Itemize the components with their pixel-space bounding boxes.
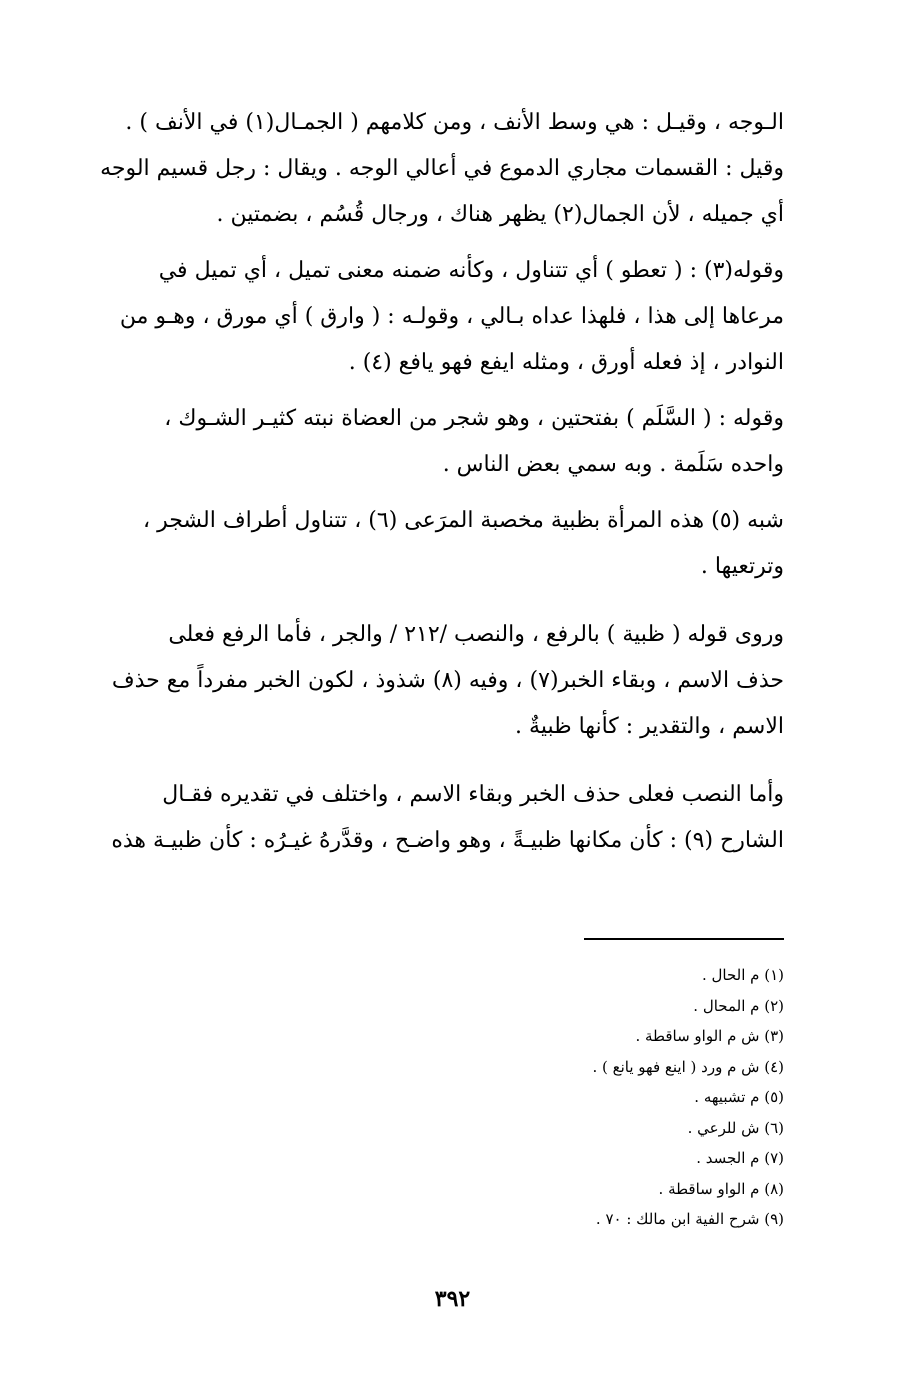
footnote-item: (١) م الحال . [701,966,784,984]
text-line: وقوله(٣) : ( تعطو ) أي تتناول ، وكأنه ضمنه معنى تميل ، أي تميل في [158,258,784,283]
paragraph-2 [80,248,784,386]
paragraph-1 [80,100,784,238]
footnote-item: (٨) م الواو ساقطة . [658,1179,784,1198]
text-line: وقيل : القسمات مجاري الدموع في أعالي الوجه . ويقال : رجل قسيم الوجه [100,156,784,181]
paragraph-3 [80,396,784,488]
text-line: الـوجه ، وقيـل : هي وسط الأنف ، ومن كلامهم ( الجمـال(١) في الأنف ) . [125,110,784,135]
page-number: ٣٩٢ [434,1286,471,1312]
footnote-item: (٣) ش م الواو ساقطة . [635,1027,784,1045]
footnote-item: (٧) م الجسد . [696,1149,784,1167]
footnote-item: (٩) شرح الفية ابن مالك : ٧٠ . [595,1210,784,1228]
paragraph-5 [80,612,784,750]
text-line: وروى قوله ( ظبية ) بالرفع ، والنصب /٢١٢ / والجر ، فأما الرفع فعلى [168,622,784,647]
main-text [80,100,784,874]
text-line: وقوله : ( السَّلَم ) بفتحتين ، وهو شجر من العضاة نبته كثيـر الشـوك ، [164,406,784,431]
text-line: أي جميله ، لأن الجمال(٢) يظهر هناك ، ورجال قُسُم ، بضمتين . [216,202,784,227]
footnotes [384,960,784,1235]
footnote-item: (٤) ش م ورد ( اينع فهو يانع ) . [592,1057,784,1076]
text-line: شبه (٥) هذه المرأة بظبية مخصبة المرَعى (٦) ، تتناول أطراف الشجر ، [142,508,784,533]
footnote-divider [584,938,784,940]
paragraph-4 [80,498,784,590]
text-line: حذف الاسم ، وبقاء الخبر(٧) ، وفيه (٨) شذوذ ، لكون الخبر مفرداً مع حذف [111,668,784,693]
footnote-item: (٦) ش للرعي . [687,1118,784,1137]
paragraph-6 [80,772,784,864]
text-line: مرعاها إلى هذا ، فلهذا عداه بـالي ، وقولـه : ( وارق ) أي مورق ، وهـو من [119,304,784,329]
text-line: الاسم ، والتقدير : كأنها ظبيةٌ . [515,714,784,739]
text-line: النوادر ، إذ فعله أورق ، ومثله ايفع فهو يافع (٤) . [348,350,784,375]
text-line: واحده سَلَمة . وبه سمي بعض الناس . [442,452,784,477]
text-line: وترتعيها . [700,554,784,579]
text-line: الشارح (٩) : كأن مكانها ظبيـةً ، وهو واضـح ، وقدَّرهُ غيـرُه : كأن ظبيـة هذه [111,828,784,853]
footnote-item: (٥) م تشبيهه . [694,1088,784,1106]
footnote-item: (٢) م المحال . [693,996,784,1015]
text-line: وأما النصب فعلى حذف الخبر وبقاء الاسم ، واختلف في تقديره فقـال [162,782,784,807]
